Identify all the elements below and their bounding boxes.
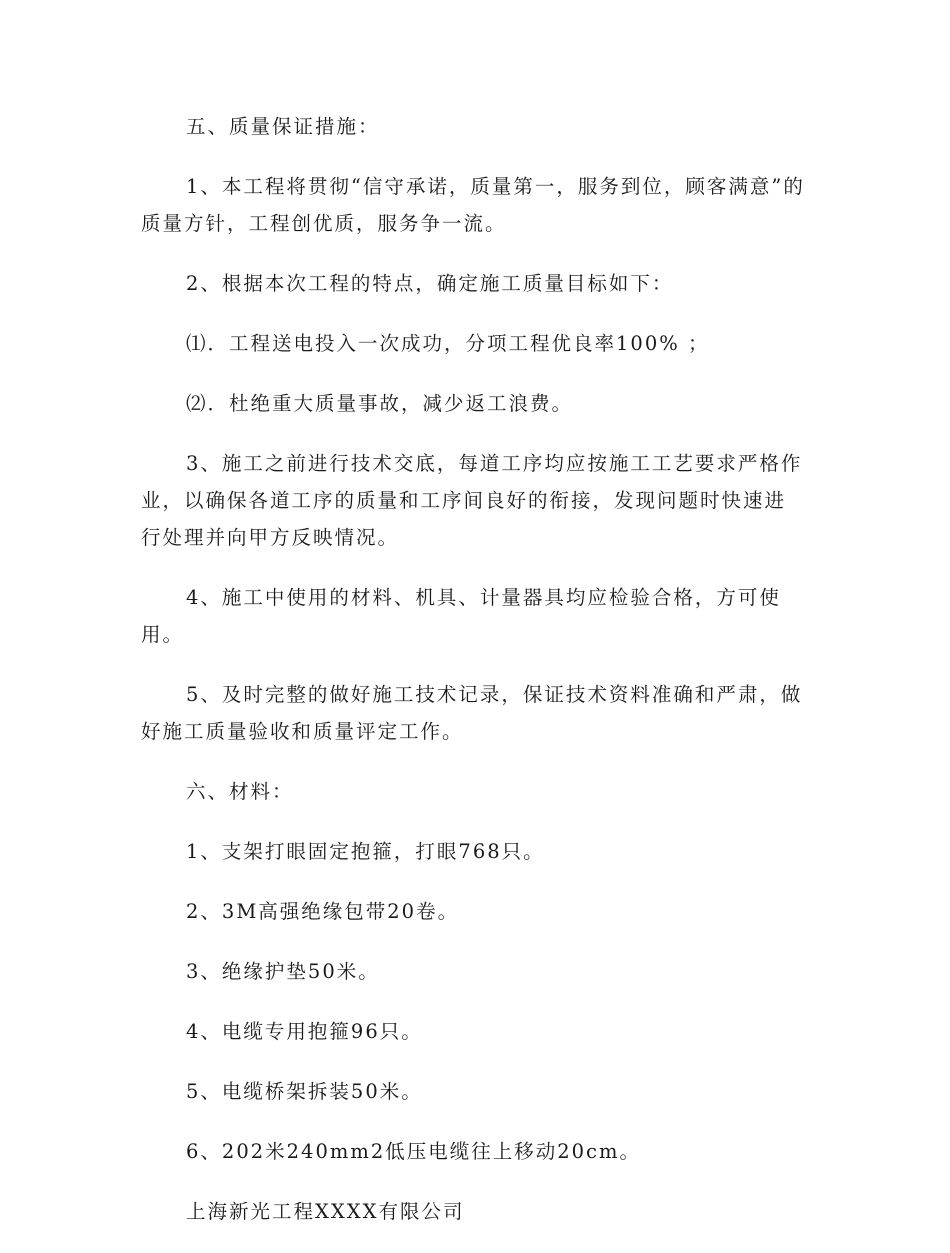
quality-item-1: 1、本工程将贯彻“信守承诺，质量第一，服务到位，顾客满意”的质量方针，工程创优质，服务争一流。: [141, 175, 805, 235]
material-item-1: 1、支架打眼固定抱箍，打眼768只。: [186, 840, 545, 863]
quality-subitem-2: ⑵．杜绝重大质量事故，减少返工浪费。: [186, 392, 574, 415]
section-heading-materials: 六、材料：: [186, 780, 294, 803]
company-signature: 上海新光工程XXXX有限公司: [186, 1200, 465, 1223]
material-item-4: 4、电缆专用抱箍96只。: [186, 1020, 423, 1043]
section-heading-quality: 五、质量保证措施：: [186, 115, 380, 138]
quality-subitem-1: ⑴．工程送电投入一次成功，分项工程优良率100% ；: [186, 332, 710, 355]
material-item-2: 2、3M高强绝缘包带20卷。: [186, 900, 460, 923]
material-item-3: 3、绝缘护垫50米。: [186, 960, 380, 983]
quality-item-5: 5、及时完整的做好施工技术记录，保证技术资料准确和严肃，做好施工质量验收和质量评定工作。: [141, 683, 803, 743]
material-item-5: 5、电缆桥架拆装50米。: [186, 1080, 423, 1103]
quality-item-4: 4、施工中使用的材料、机具、计量器具均应检验合格，方可使用。: [141, 586, 781, 646]
document-body: [141, 108, 806, 1253]
quality-item-2: 2、根据本次工程的特点，确定施工质量目标如下：: [186, 272, 674, 295]
material-item-6: 6、202米240mm2低压电缆往上移动20cm。: [186, 1140, 641, 1163]
quality-item-3: 3、施工之前进行技术交底，每道工序均应按施工工艺要求严格作业，以确保各道工序的质量和工序间良好的衔接，发现问题时快速进行处理并向甲方反映情况。: [141, 452, 803, 549]
